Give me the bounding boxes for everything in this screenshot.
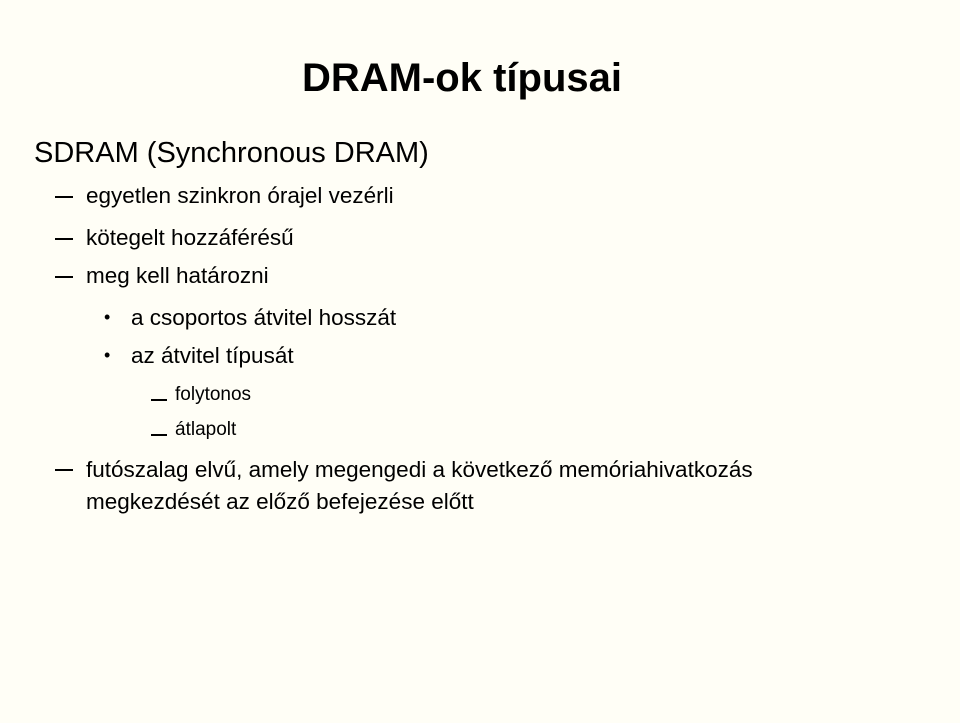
heading-sdram: SDRAM (Synchronous DRAM) (34, 137, 429, 169)
list-item: a csoportos átvitel hosszát (131, 305, 397, 330)
list-item: az átvitel típusát (131, 343, 294, 368)
list-item: meg kell határozni (86, 263, 269, 288)
list-item-line2: megkezdését az előző befejezése előtt (86, 489, 474, 514)
dash-marker (151, 434, 167, 436)
dash-marker (55, 276, 73, 278)
list-item: átlapolt (175, 419, 237, 440)
list-item: egyetlen szinkron órajel vezérli (86, 183, 394, 208)
dash-marker (55, 238, 73, 240)
bullet-marker: • (104, 307, 111, 327)
list-item: kötegelt hozzáférésű (86, 225, 294, 250)
list-item: folytonos (175, 384, 252, 405)
dash-marker (55, 469, 73, 471)
dash-marker (55, 196, 73, 198)
slide-title: DRAM-ok típusai (302, 56, 622, 100)
bullet-marker: • (104, 345, 111, 365)
dash-marker (151, 399, 167, 401)
list-item-line1: futószalag elvű, amely megengedi a következő memóriahivatkozás (86, 457, 753, 482)
